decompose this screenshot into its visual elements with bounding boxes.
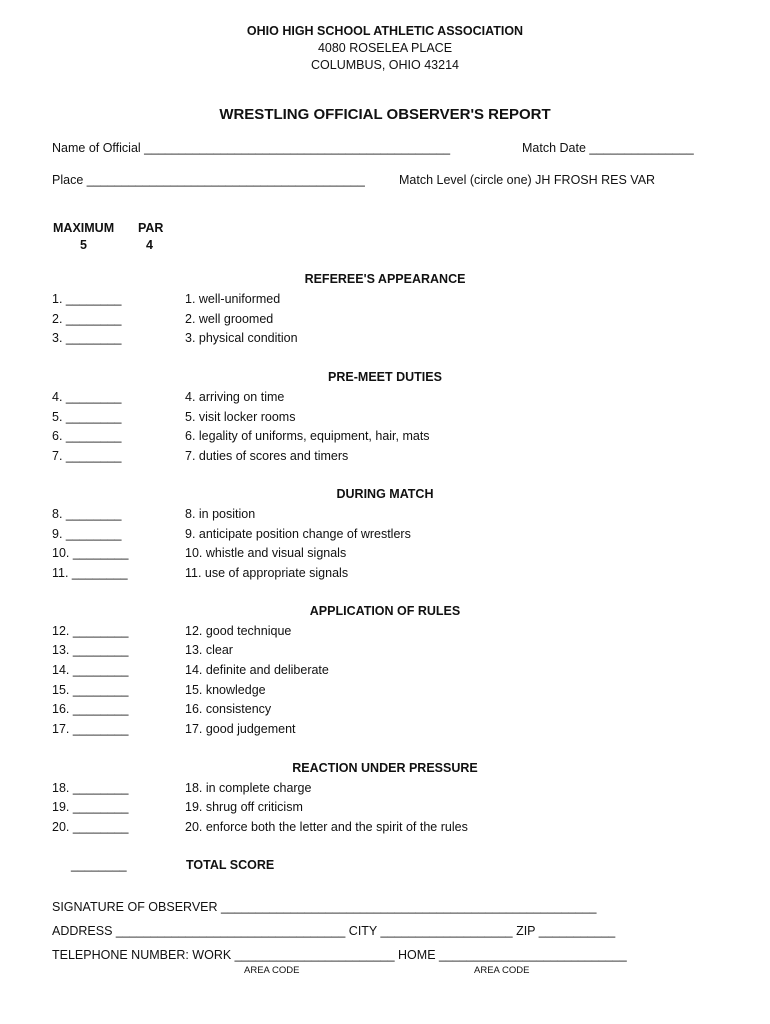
criterion-label: 6. legality of uniforms, equipment, hair, mats — [185, 429, 430, 443]
score-blank[interactable]: 7. ________ — [52, 449, 122, 463]
org-address-line-1: 4080 ROSELEA PLACE — [317, 41, 453, 55]
list-item — [0, 546, 770, 565]
criterion-label: 19. shrug off criticism — [185, 800, 303, 814]
score-blank[interactable]: 16. ________ — [52, 702, 129, 716]
address-field[interactable]: ADDRESS _________________________________ CITY ___________________ ZIP ___________ — [52, 924, 616, 938]
list-item — [0, 722, 770, 741]
criterion-label: 7. duties of scores and timers — [185, 449, 349, 463]
score-blank[interactable]: 6. ________ — [52, 429, 122, 443]
match-level-field[interactable]: Match Level (circle one) JH FROSH RES VAR — [399, 173, 656, 187]
total-score-label: TOTAL SCORE — [186, 858, 275, 872]
score-blank[interactable]: 12. ________ — [52, 624, 129, 638]
criterion-label: 2. well groomed — [185, 312, 274, 326]
score-blank[interactable]: 2. ________ — [52, 312, 122, 326]
list-item — [0, 390, 770, 409]
score-blank[interactable]: 13. ________ — [52, 643, 129, 657]
score-blank[interactable]: 15. ________ — [52, 683, 129, 697]
page-title: WRESTLING OFFICIAL OBSERVER'S REPORT — [219, 106, 551, 123]
criterion-label: 8. in position — [185, 507, 256, 521]
org-address-line-2: COLUMBUS, OHIO 43214 — [311, 58, 459, 72]
criterion-label: 4. arriving on time — [185, 390, 285, 404]
signature-field[interactable]: SIGNATURE OF OBSERVER ______________________________________________________ — [52, 900, 597, 914]
list-item — [0, 820, 770, 839]
criterion-label: 11. use of appropriate signals — [185, 566, 349, 580]
list-item — [0, 566, 770, 585]
maximum-value: 5 — [80, 238, 87, 252]
list-item — [0, 781, 770, 800]
criterion-label: 14. definite and deliberate — [185, 663, 329, 677]
list-item — [0, 507, 770, 526]
list-item — [0, 410, 770, 429]
score-blank[interactable]: 11. ________ — [52, 566, 128, 580]
section-title: PRE-MEET DUTIES — [328, 370, 442, 384]
home-area-code-label: AREA CODE — [474, 965, 530, 976]
criterion-label: 3. physical condition — [185, 331, 298, 345]
list-item — [0, 429, 770, 448]
telephone-field[interactable]: TELEPHONE NUMBER: WORK _______________________ HOME ___________________________ — [52, 948, 627, 962]
work-area-code-label: AREA CODE — [244, 965, 300, 976]
section-title: APPLICATION OF RULES — [309, 604, 461, 618]
score-blank[interactable]: 10. ________ — [52, 546, 129, 560]
criterion-label: 13. clear — [185, 643, 233, 657]
total-score-blank[interactable]: ________ — [71, 858, 127, 872]
official-name-field[interactable]: Name of Official ____________________________________________ — [52, 141, 451, 155]
maximum-label: MAXIMUM — [53, 221, 115, 235]
list-item — [0, 702, 770, 721]
org-name: OHIO HIGH SCHOOL ATHLETIC ASSOCIATION — [246, 24, 524, 38]
criterion-label: 5. visit locker rooms — [185, 410, 296, 424]
section-title: REACTION UNDER PRESSURE — [292, 761, 478, 775]
par-value: 4 — [146, 238, 153, 252]
criterion-label: 9. anticipate position change of wrestlers — [185, 527, 411, 541]
score-blank[interactable]: 1. ________ — [52, 292, 122, 306]
score-blank[interactable]: 20. ________ — [52, 820, 129, 834]
list-item — [0, 800, 770, 819]
score-blank[interactable]: 4. ________ — [52, 390, 122, 404]
criterion-label: 15. knowledge — [185, 683, 266, 697]
criterion-label: 17. good judgement — [185, 722, 296, 736]
criterion-label: 18. in complete charge — [185, 781, 312, 795]
list-item — [0, 527, 770, 546]
list-item — [0, 624, 770, 643]
list-item — [0, 663, 770, 682]
criterion-label: 16. consistency — [185, 702, 272, 716]
score-blank[interactable]: 18. ________ — [52, 781, 129, 795]
list-item — [0, 643, 770, 662]
list-item — [0, 331, 770, 350]
list-item — [0, 312, 770, 331]
score-blank[interactable]: 5. ________ — [52, 410, 122, 424]
par-label: PAR — [138, 221, 164, 235]
criterion-label: 12. good technique — [185, 624, 292, 638]
score-blank[interactable]: 8. ________ — [52, 507, 122, 521]
list-item — [0, 683, 770, 702]
score-blank[interactable]: 14. ________ — [52, 663, 129, 677]
section-title: DURING MATCH — [336, 487, 434, 501]
criterion-label: 10. whistle and visual signals — [185, 546, 347, 560]
criterion-label: 20. enforce both the letter and the spirit of the rules — [185, 820, 468, 834]
place-field[interactable]: Place ________________________________________ — [52, 173, 365, 187]
list-item — [0, 292, 770, 311]
score-blank[interactable]: 3. ________ — [52, 331, 122, 345]
match-date-field[interactable]: Match Date _______________ — [522, 141, 694, 155]
score-blank[interactable]: 19. ________ — [52, 800, 129, 814]
section-title: REFEREE'S APPEARANCE — [304, 272, 466, 286]
list-item — [0, 449, 770, 468]
criterion-label: 1. well-uniformed — [185, 292, 281, 306]
score-blank[interactable]: 9. ________ — [52, 527, 122, 541]
score-blank[interactable]: 17. ________ — [52, 722, 129, 736]
